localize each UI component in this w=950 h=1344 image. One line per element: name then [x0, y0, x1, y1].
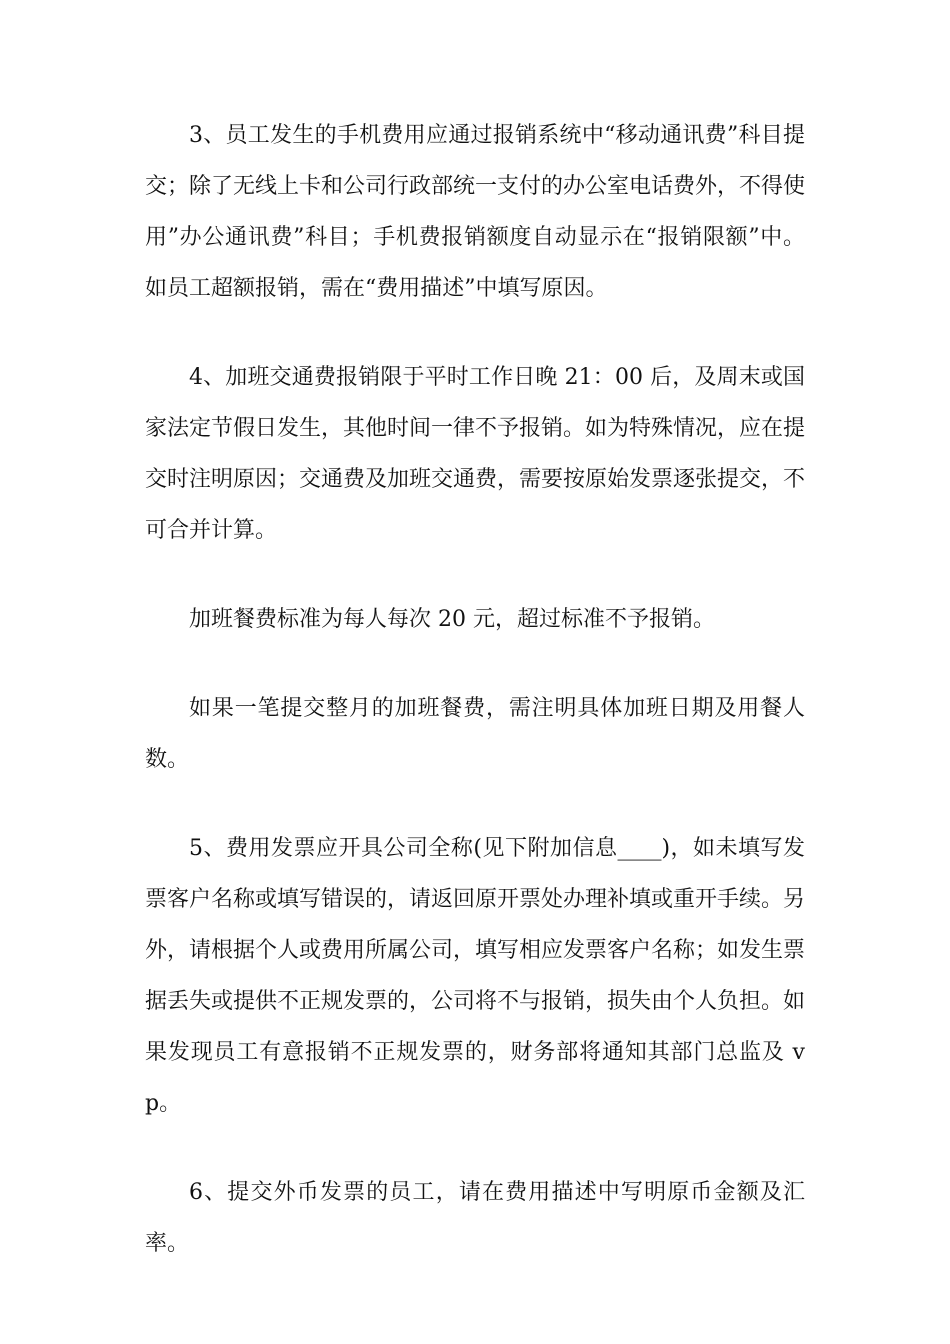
paragraph-item-4-overtime-transport: 4、加班交通费报销限于平时工作日晚 21：00 后，及周末或国家法定节假日发生，其他时间一律不予报销。如为特殊情况，应在提交时注明原因；交通费及加班交通费，需要按原始发票逐张提交，不可合并计算。 [145, 365, 806, 543]
paragraph-monthly-meal-note: 如果一笔提交整月的加班餐费，需注明具体加班日期及用餐人数。 [145, 696, 805, 772]
paragraph-overtime-meal-standard: 加班餐费标准为每人每次 20 元，超过标准不予报销。 [189, 607, 715, 632]
document-body [145, 110, 805, 1269]
paragraph-item-5-invoice-rules: 5、费用发票应开具公司全称(见下附加信息____)，如未填写发票客户名称或填写错误的，请返回原开票处办理补填或重开手续。另外，请根据个人或费用所属公司，填写相应发票客户名称；如发生票据丢失或提供不正规发票的，公司将不与报销，损失由个人负担。如果发现员工有意报销不正规发票的，财务部将通知其部门总监及 vp。 [145, 836, 806, 1116]
paragraph-item-3-mobile-fee: 3、员工发生的手机费用应通过报销系统中“移动通讯费”科目提交；除了无线上卡和公司行政部统一支付的办公室电话费外，不得使用”办公通讯费”科目；手机费报销额度自动显示在“报销限额”中。如员工超额报销，需在“费用描述”中填写原因。 [145, 123, 806, 301]
paragraph-item-6-foreign-currency: 6、提交外币发票的员工，请在费用描述中写明原币金额及汇率。 [145, 1180, 805, 1256]
